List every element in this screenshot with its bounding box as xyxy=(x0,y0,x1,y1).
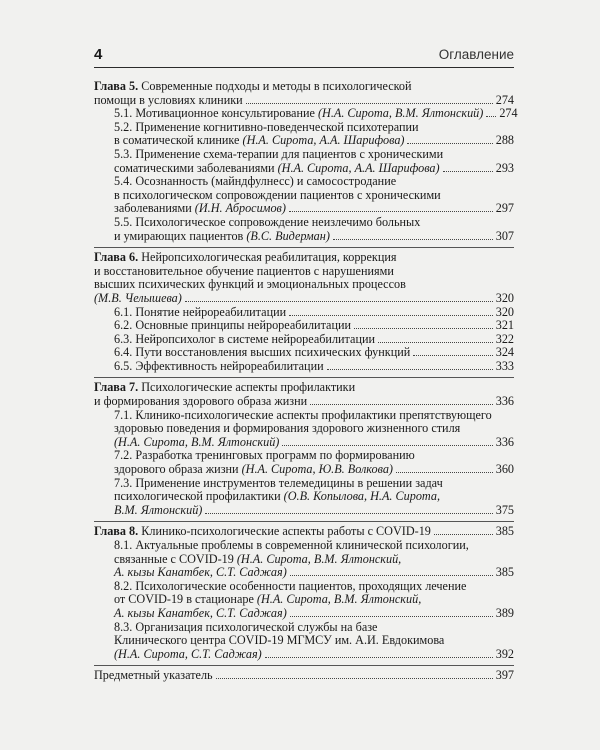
page-ref: 392 xyxy=(495,646,514,661)
leader-dots xyxy=(378,342,493,343)
leader-dots xyxy=(216,678,493,679)
section-text xyxy=(114,134,404,148)
section-entry xyxy=(94,319,514,333)
section-authors: (Н.А. Сирота, А.А. Шарифова) xyxy=(277,160,440,175)
leader-dots xyxy=(327,369,493,370)
section-title-line: Клинического центра COVID-19 МГМСУ им. А.И. Евдокимова xyxy=(114,633,445,648)
section-last-line xyxy=(114,504,514,518)
leader-dots xyxy=(354,328,493,329)
chapter-text xyxy=(94,525,431,539)
page-ref: 297 xyxy=(495,201,514,216)
section-text xyxy=(114,648,262,662)
section-text xyxy=(114,504,202,518)
section-authors: (О.В. Копылова, Н.А. Сирота, xyxy=(283,489,441,504)
chapter-entry xyxy=(94,251,514,305)
section-title-line: в психологическом сопровождении пациентов с хроническими xyxy=(114,187,441,202)
section-last-line xyxy=(114,346,514,360)
section-last-line xyxy=(114,230,514,244)
page-header xyxy=(94,46,514,68)
chapter-title: Современные подходы и методы в психологической xyxy=(141,79,412,93)
section-title-line xyxy=(114,593,514,607)
chapter-divider xyxy=(94,521,514,522)
section-title: и умирающих пациентов xyxy=(114,228,247,243)
section-title: 6.2. Основные принципы нейрореабилитации xyxy=(114,318,352,333)
page-ref: 324 xyxy=(495,345,514,360)
section-title: 6.3. Нейропсихолог в системе нейрореабилитации xyxy=(114,331,376,346)
index-text xyxy=(94,669,213,683)
page-ref: 397 xyxy=(495,668,514,683)
section-title-line: 5.2. Применение когнитивно-поведенческой психотерапии xyxy=(114,119,419,134)
page-ref: 333 xyxy=(495,358,514,373)
page-ref: 320 xyxy=(495,290,514,305)
section-authors: (Н.А. Сирота, С.Т. Саджая) xyxy=(114,646,262,661)
section-authors: А. кызы Канатбек, С.Т. Саджая) xyxy=(114,565,287,580)
leader-dots xyxy=(443,171,493,172)
section-authors: (Н.А. Сирота, Ю.В. Волкова) xyxy=(241,462,393,477)
section-title: 6.5. Эффективность нейрореабилитации xyxy=(114,358,324,373)
section-title: от COVID-19 в стационаре xyxy=(114,592,257,607)
index-label: Предметный указатель xyxy=(94,668,213,683)
section-title: 6.1. Понятие нейрореабилитации xyxy=(114,304,287,319)
section-last-line xyxy=(114,360,514,374)
chapter-last-line xyxy=(94,94,514,108)
section-text xyxy=(114,107,483,121)
leader-dots xyxy=(310,404,493,405)
section-text xyxy=(114,436,279,450)
section-title: психологической профилактики xyxy=(114,489,284,504)
chapter-label: Глава 6. xyxy=(94,250,142,265)
section-last-line xyxy=(114,306,514,320)
chapter-last-line xyxy=(94,525,514,539)
section-last-line xyxy=(114,319,514,333)
section-authors: (В.С. Видерман) xyxy=(246,228,330,243)
leader-dots xyxy=(289,315,493,316)
chapter-title-line xyxy=(94,80,514,94)
page-ref: 322 xyxy=(495,331,514,346)
section-entry xyxy=(94,360,514,374)
section-authors: (Н.А. Сирота, В.М. Ялтонский) xyxy=(317,106,484,121)
section-title-line: 7.3. Применение инструментов телемедицины в решении задач xyxy=(114,475,443,490)
page-ref: 385 xyxy=(495,565,514,580)
page-ref: 389 xyxy=(495,605,514,620)
section-title-line: 8.2. Психологические особенности пациентов, проходящих лечение xyxy=(114,578,467,593)
section-title-line xyxy=(114,553,514,567)
chapter-text xyxy=(94,292,182,306)
section-entry xyxy=(94,477,514,518)
section-text xyxy=(114,202,286,216)
chapter-last-line xyxy=(94,395,514,409)
section-authors: (Н.А. Сирота, А.А. Шарифова) xyxy=(242,133,405,148)
section-text xyxy=(114,162,440,176)
section-text xyxy=(114,566,287,580)
section-entry xyxy=(94,333,514,347)
section-last-line xyxy=(114,134,514,148)
chapter-text xyxy=(94,94,243,108)
leader-dots xyxy=(434,534,493,535)
section-text xyxy=(114,230,330,244)
chapter-label: Глава 8. xyxy=(94,524,142,539)
section-last-line xyxy=(114,333,514,347)
index-last-line xyxy=(94,669,514,683)
section-authors: (Н.А. Сирота, В.М. Ялтонский) xyxy=(114,434,280,449)
page-ref: 321 xyxy=(495,318,514,333)
index-entry xyxy=(94,669,514,683)
section-entry xyxy=(94,580,514,621)
page-number: 4 xyxy=(94,46,103,63)
leader-dots xyxy=(290,616,493,617)
section-last-line xyxy=(114,463,514,477)
section-authors: (Н.А. Сирота, В.М. Ялтонский, xyxy=(236,551,402,566)
section-entry xyxy=(94,106,518,121)
chapter-divider xyxy=(94,665,514,666)
section-title: в соматической клинике xyxy=(114,133,243,148)
section-title: 6.4. Пути восстановления высших психических функций xyxy=(114,345,411,360)
section-title-line: 8.3. Организация психологической службы на базе xyxy=(114,619,378,634)
chapter-title: Клинико-психологические аспекты работы с COVID-19 xyxy=(141,524,431,539)
section-entry xyxy=(94,621,514,662)
section-title-line: 5.3. Применение схема-терапии для пациентов с хроническими xyxy=(114,146,444,161)
section-title-line: 5.5. Психологическое сопровождение неизлечимо больных xyxy=(114,214,421,229)
chapter-authors: (М.В. Челышева) xyxy=(94,290,182,305)
section-last-line xyxy=(114,648,514,662)
section-text xyxy=(114,360,324,374)
section-last-line xyxy=(114,436,514,450)
section-title: соматическими заболеваниями xyxy=(114,160,278,175)
section-last-line xyxy=(114,607,514,621)
chapter-entry xyxy=(94,80,514,107)
page-ref: 288 xyxy=(495,133,514,148)
leader-dots xyxy=(282,445,492,446)
chapter-title: помощи в условиях клиники xyxy=(94,92,243,107)
chapter-last-line xyxy=(94,292,514,306)
chapter-text xyxy=(94,395,307,409)
section-text xyxy=(114,319,351,333)
section-title: здорового образа жизни xyxy=(114,462,242,477)
chapter-label: Глава 7. xyxy=(94,380,142,395)
chapter-divider xyxy=(94,247,514,248)
section-last-line xyxy=(114,566,514,580)
leader-dots xyxy=(413,355,492,356)
section-entry xyxy=(94,121,514,148)
section-title-line: здоровью поведения и формирования здорового жизненного стиля xyxy=(114,421,461,436)
section-entry xyxy=(94,148,514,175)
section-authors: (И.Н. Абросимов) xyxy=(194,201,286,216)
section-text xyxy=(114,306,286,320)
page-ref: 293 xyxy=(495,160,514,175)
section-text xyxy=(114,346,410,360)
page-ref: 274 xyxy=(499,106,518,121)
chapter-title-line: и восстановительное обучение пациентов с нарушениями xyxy=(94,263,394,278)
chapter-divider xyxy=(94,377,514,378)
section-title-line xyxy=(114,490,514,504)
chapter-entry xyxy=(94,381,514,408)
section-authors: (Н.А. Сирота, В.М. Ялтонский, xyxy=(256,592,422,607)
section-last-line xyxy=(114,106,518,121)
section-entry xyxy=(94,346,514,360)
section-title-line: 5.4. Осознанность (майндфулнесс) и самосостродание xyxy=(114,174,397,189)
chapter-title: и формирования здорового образа жизни xyxy=(94,394,308,409)
section-text xyxy=(114,607,287,621)
chapter-entry xyxy=(94,525,514,539)
section-title: связанные с COVID-19 xyxy=(114,551,237,566)
page-ref: 360 xyxy=(495,462,514,477)
section-last-line xyxy=(114,202,514,216)
leader-dots xyxy=(396,472,493,473)
page-ref: 385 xyxy=(495,524,514,539)
leader-dots xyxy=(185,301,493,302)
section-last-line xyxy=(114,162,514,176)
section-title-line: 7.1. Клинико-психологические аспекты профилактики препятствующего xyxy=(114,407,492,422)
section-text xyxy=(114,333,375,347)
page-ref: 336 xyxy=(495,394,514,409)
page-ref: 320 xyxy=(495,304,514,319)
chapter-title-line xyxy=(94,251,514,265)
section-entry xyxy=(94,306,514,320)
leader-dots xyxy=(290,575,493,576)
page-ref: 336 xyxy=(495,434,514,449)
chapter-title-line xyxy=(94,381,514,395)
page-ref: 307 xyxy=(495,228,514,243)
leader-dots xyxy=(289,211,493,212)
leader-dots xyxy=(333,239,493,240)
section-entry xyxy=(94,175,514,216)
section-title: заболеваниями xyxy=(114,201,195,216)
section-title-line: 8.1. Актуальные проблемы в современной клинической психологии, xyxy=(114,538,469,552)
page-ref: 274 xyxy=(495,92,514,107)
leader-dots xyxy=(407,143,492,144)
running-title: Оглавление xyxy=(438,47,514,62)
leader-dots xyxy=(486,116,496,117)
table-of-contents xyxy=(94,79,518,683)
section-entry xyxy=(94,409,514,450)
section-entry xyxy=(94,216,514,243)
leader-dots xyxy=(205,513,492,514)
section-authors: В.М. Ялтонский) xyxy=(114,502,203,517)
section-title: 5.1. Мотивационное консультирование xyxy=(114,106,318,121)
chapter-title: Психологические аспекты профилактики xyxy=(141,380,356,395)
leader-dots xyxy=(246,103,493,104)
chapter-label: Глава 5. xyxy=(94,79,142,93)
section-authors: А. кызы Канатбек, С.Т. Саджая) xyxy=(114,605,287,620)
section-entry xyxy=(94,449,514,476)
page-ref: 375 xyxy=(495,502,514,517)
chapter-title-line: высших психических функций и эмоциональных процессов xyxy=(94,277,406,292)
section-entry xyxy=(94,539,514,580)
leader-dots xyxy=(265,657,493,658)
section-text xyxy=(114,463,393,477)
chapter-title: Нейропсихологическая реабилитация, коррекция xyxy=(141,250,397,265)
section-title-line: 7.2. Разработка тренинговых программ по формированию xyxy=(114,448,415,463)
